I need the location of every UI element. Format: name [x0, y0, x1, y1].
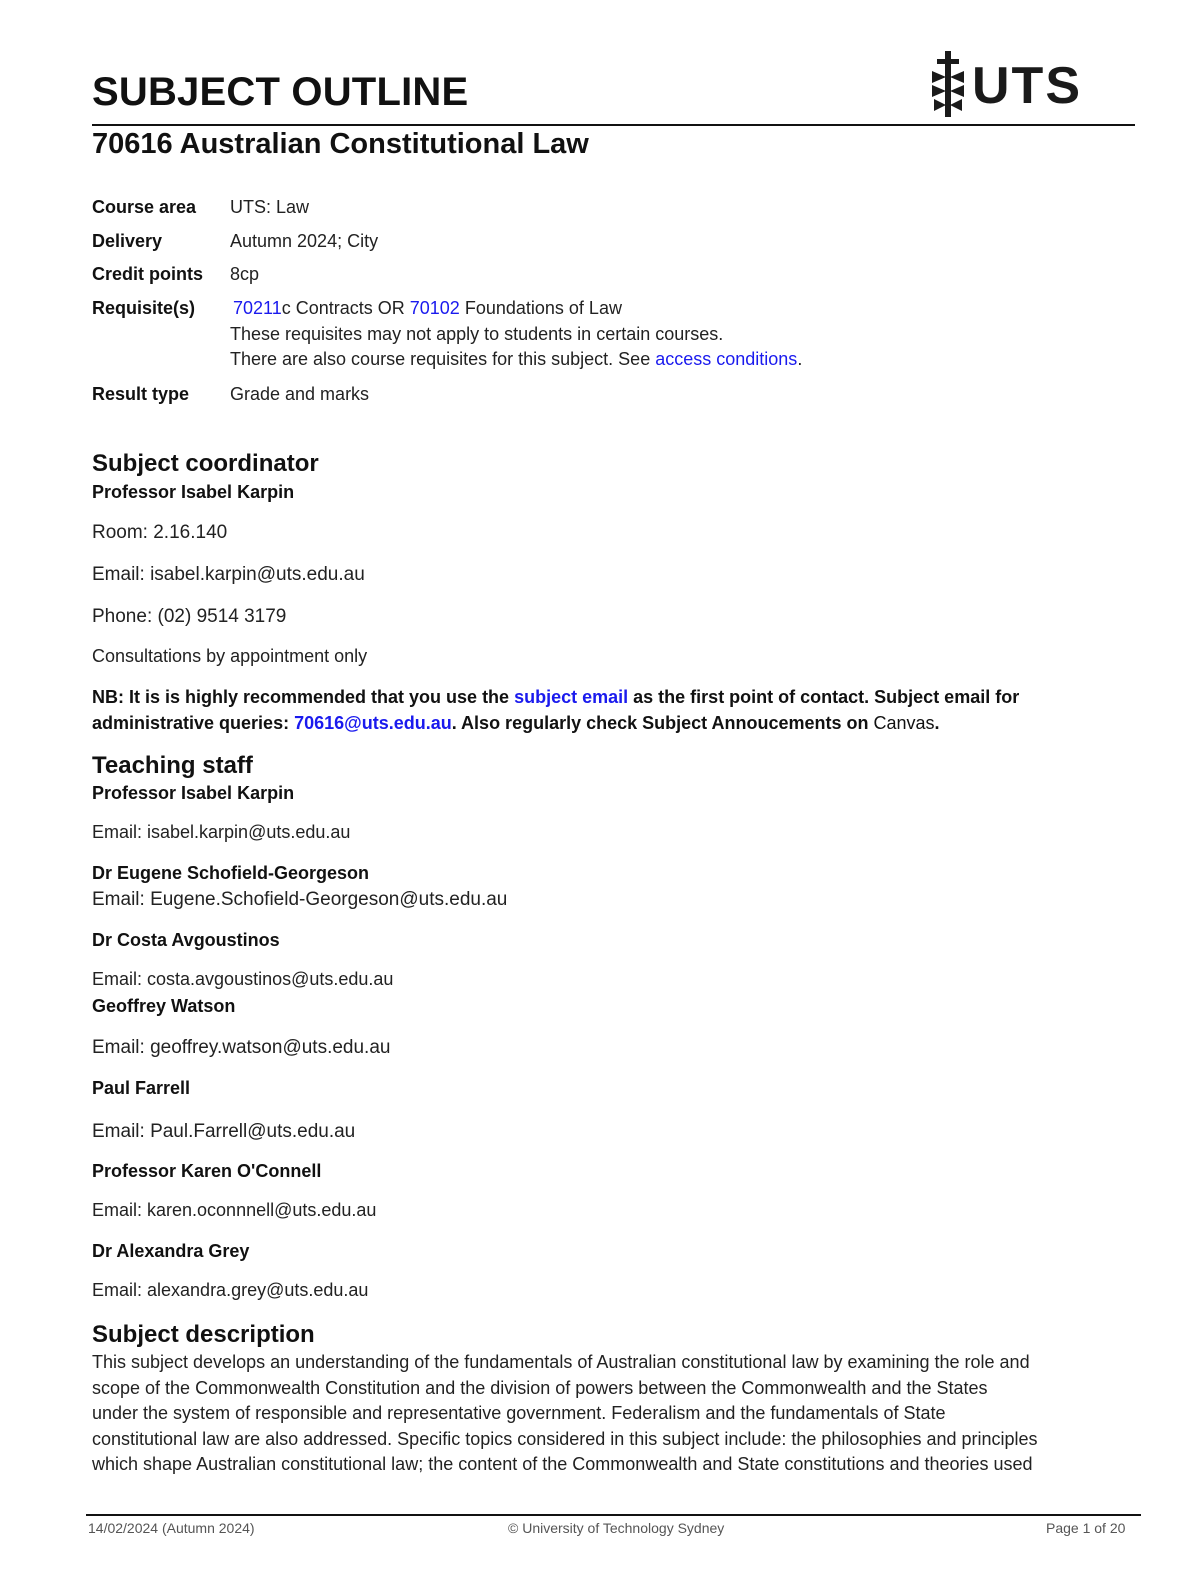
coordinator-email: Email: isabel.karpin@uts.edu.au — [92, 564, 365, 585]
requisites-line-3-end: . — [797, 349, 803, 369]
contact-note-text-1: NB: It is is highly recommended that you use the — [92, 687, 510, 707]
staff-email: Email: Paul.Farrell@uts.edu.au — [92, 1121, 356, 1142]
course-area-label: Course area — [92, 197, 197, 217]
coordinator-name: Professor Isabel Karpin — [92, 482, 295, 502]
header-rule — [92, 124, 1135, 126]
credit-points-label: Credit points — [92, 264, 203, 284]
contact-note — [92, 684, 1137, 736]
staff-name: Professor Isabel Karpin — [92, 783, 295, 803]
subject-title: 70616 Australian Constitutional Law — [92, 128, 589, 160]
staff-name: Geoffrey Watson — [92, 996, 236, 1016]
staff-name: Dr Costa Avgoustinos — [92, 930, 280, 950]
uts-logo-text: UTS — [972, 57, 1082, 115]
staff-name: Professor Karen O'Connell — [92, 1161, 322, 1181]
result-type-value: Grade and marks — [230, 384, 370, 404]
staff-email: Email: Eugene.Schofield-Georgeson@uts.edu.au — [92, 889, 508, 910]
contact-note-text-4: . Also regularly check Subject Annoucements on — [451, 713, 869, 733]
description-line: which shape Australian constitutional law; the content of the Commonwealth and State constitutions and theories used — [92, 1454, 1033, 1474]
requisites-line-2: These requisites may not apply to students in certain courses. — [230, 324, 724, 344]
description-line: This subject develops an understanding of the fundamentals of Australian constitutional law by examining the role and — [92, 1352, 1030, 1372]
requisite-text-2: Foundations of Law — [464, 298, 622, 318]
admin-email-link[interactable]: 70616@uts.edu.au — [294, 713, 452, 733]
coordinator-heading: Subject coordinator — [92, 450, 319, 477]
requisite-link-70102[interactable]: 70102 — [409, 298, 460, 318]
access-conditions-link[interactable]: access conditions — [655, 349, 798, 369]
contact-note-end: . — [934, 713, 940, 733]
description-line: scope of the Commonwealth Constitution and the division of powers between the Commonwealth and the States — [92, 1377, 988, 1398]
result-type-label: Result type — [92, 384, 190, 404]
contact-note-text-3: administrative queries: — [92, 713, 290, 733]
staff-name: Paul Farrell — [92, 1078, 191, 1098]
staff-name: Dr Eugene Schofield-Georgeson — [92, 863, 370, 883]
course-area-value: UTS: Law — [230, 197, 310, 217]
coordinator-phone: Phone: (02) 9514 3179 — [92, 606, 287, 627]
staff-email: Email: alexandra.grey@uts.edu.au — [92, 1280, 369, 1300]
uts-crest-icon — [928, 49, 968, 124]
footer-date: 14/02/2024 (Autumn 2024) — [88, 1520, 255, 1536]
staff-email: Email: costa.avgoustinos@uts.edu.au — [92, 969, 394, 989]
footer-rule — [86, 1514, 1141, 1516]
requisite-link-70211[interactable]: 70211 — [233, 298, 282, 318]
teaching-staff-heading: Teaching staff — [92, 752, 253, 779]
staff-name: Dr Alexandra Grey — [92, 1241, 250, 1261]
requisites-line-1 — [233, 298, 622, 319]
requisites-line-3-text: There are also course requisites for this subject. See — [230, 349, 651, 369]
staff-email: Email: geoffrey.watson@uts.edu.au — [92, 1037, 391, 1058]
footer-page-number: Page 1 of 20 — [1046, 1520, 1126, 1536]
requisites-label: Requisite(s) — [92, 298, 196, 318]
delivery-label: Delivery — [92, 231, 163, 251]
coordinator-room: Room: 2.16.140 — [92, 522, 228, 543]
description-body — [92, 1350, 1137, 1478]
uts-logo — [928, 50, 1082, 122]
requisite-text-1: c Contracts OR — [281, 298, 405, 318]
delivery-value: Autumn 2024; City — [230, 231, 379, 251]
footer-copyright: © University of Technology Sydney — [508, 1520, 725, 1536]
document-title: SUBJECT OUTLINE — [92, 70, 469, 114]
coordinator-consultations: Consultations by appointment only — [92, 646, 368, 666]
staff-email: Email: karen.oconnnell@uts.edu.au — [92, 1200, 377, 1220]
canvas-text: Canvas — [873, 713, 935, 733]
requisites-line-3 — [230, 349, 802, 370]
description-line: under the system of responsible and representative government. Federalism and the fundamentals of State — [92, 1403, 946, 1423]
description-heading: Subject description — [92, 1321, 315, 1348]
contact-note-text-2: as the first point of contact. Subject email for — [633, 687, 1020, 707]
description-line: constitutional law are also addressed. Specific topics considered in this subject include: the philosophies and principles — [92, 1428, 1038, 1449]
subject-email-link[interactable]: subject email — [514, 687, 629, 707]
staff-email: Email: isabel.karpin@uts.edu.au — [92, 822, 351, 842]
credit-points-value: 8cp — [230, 264, 260, 284]
